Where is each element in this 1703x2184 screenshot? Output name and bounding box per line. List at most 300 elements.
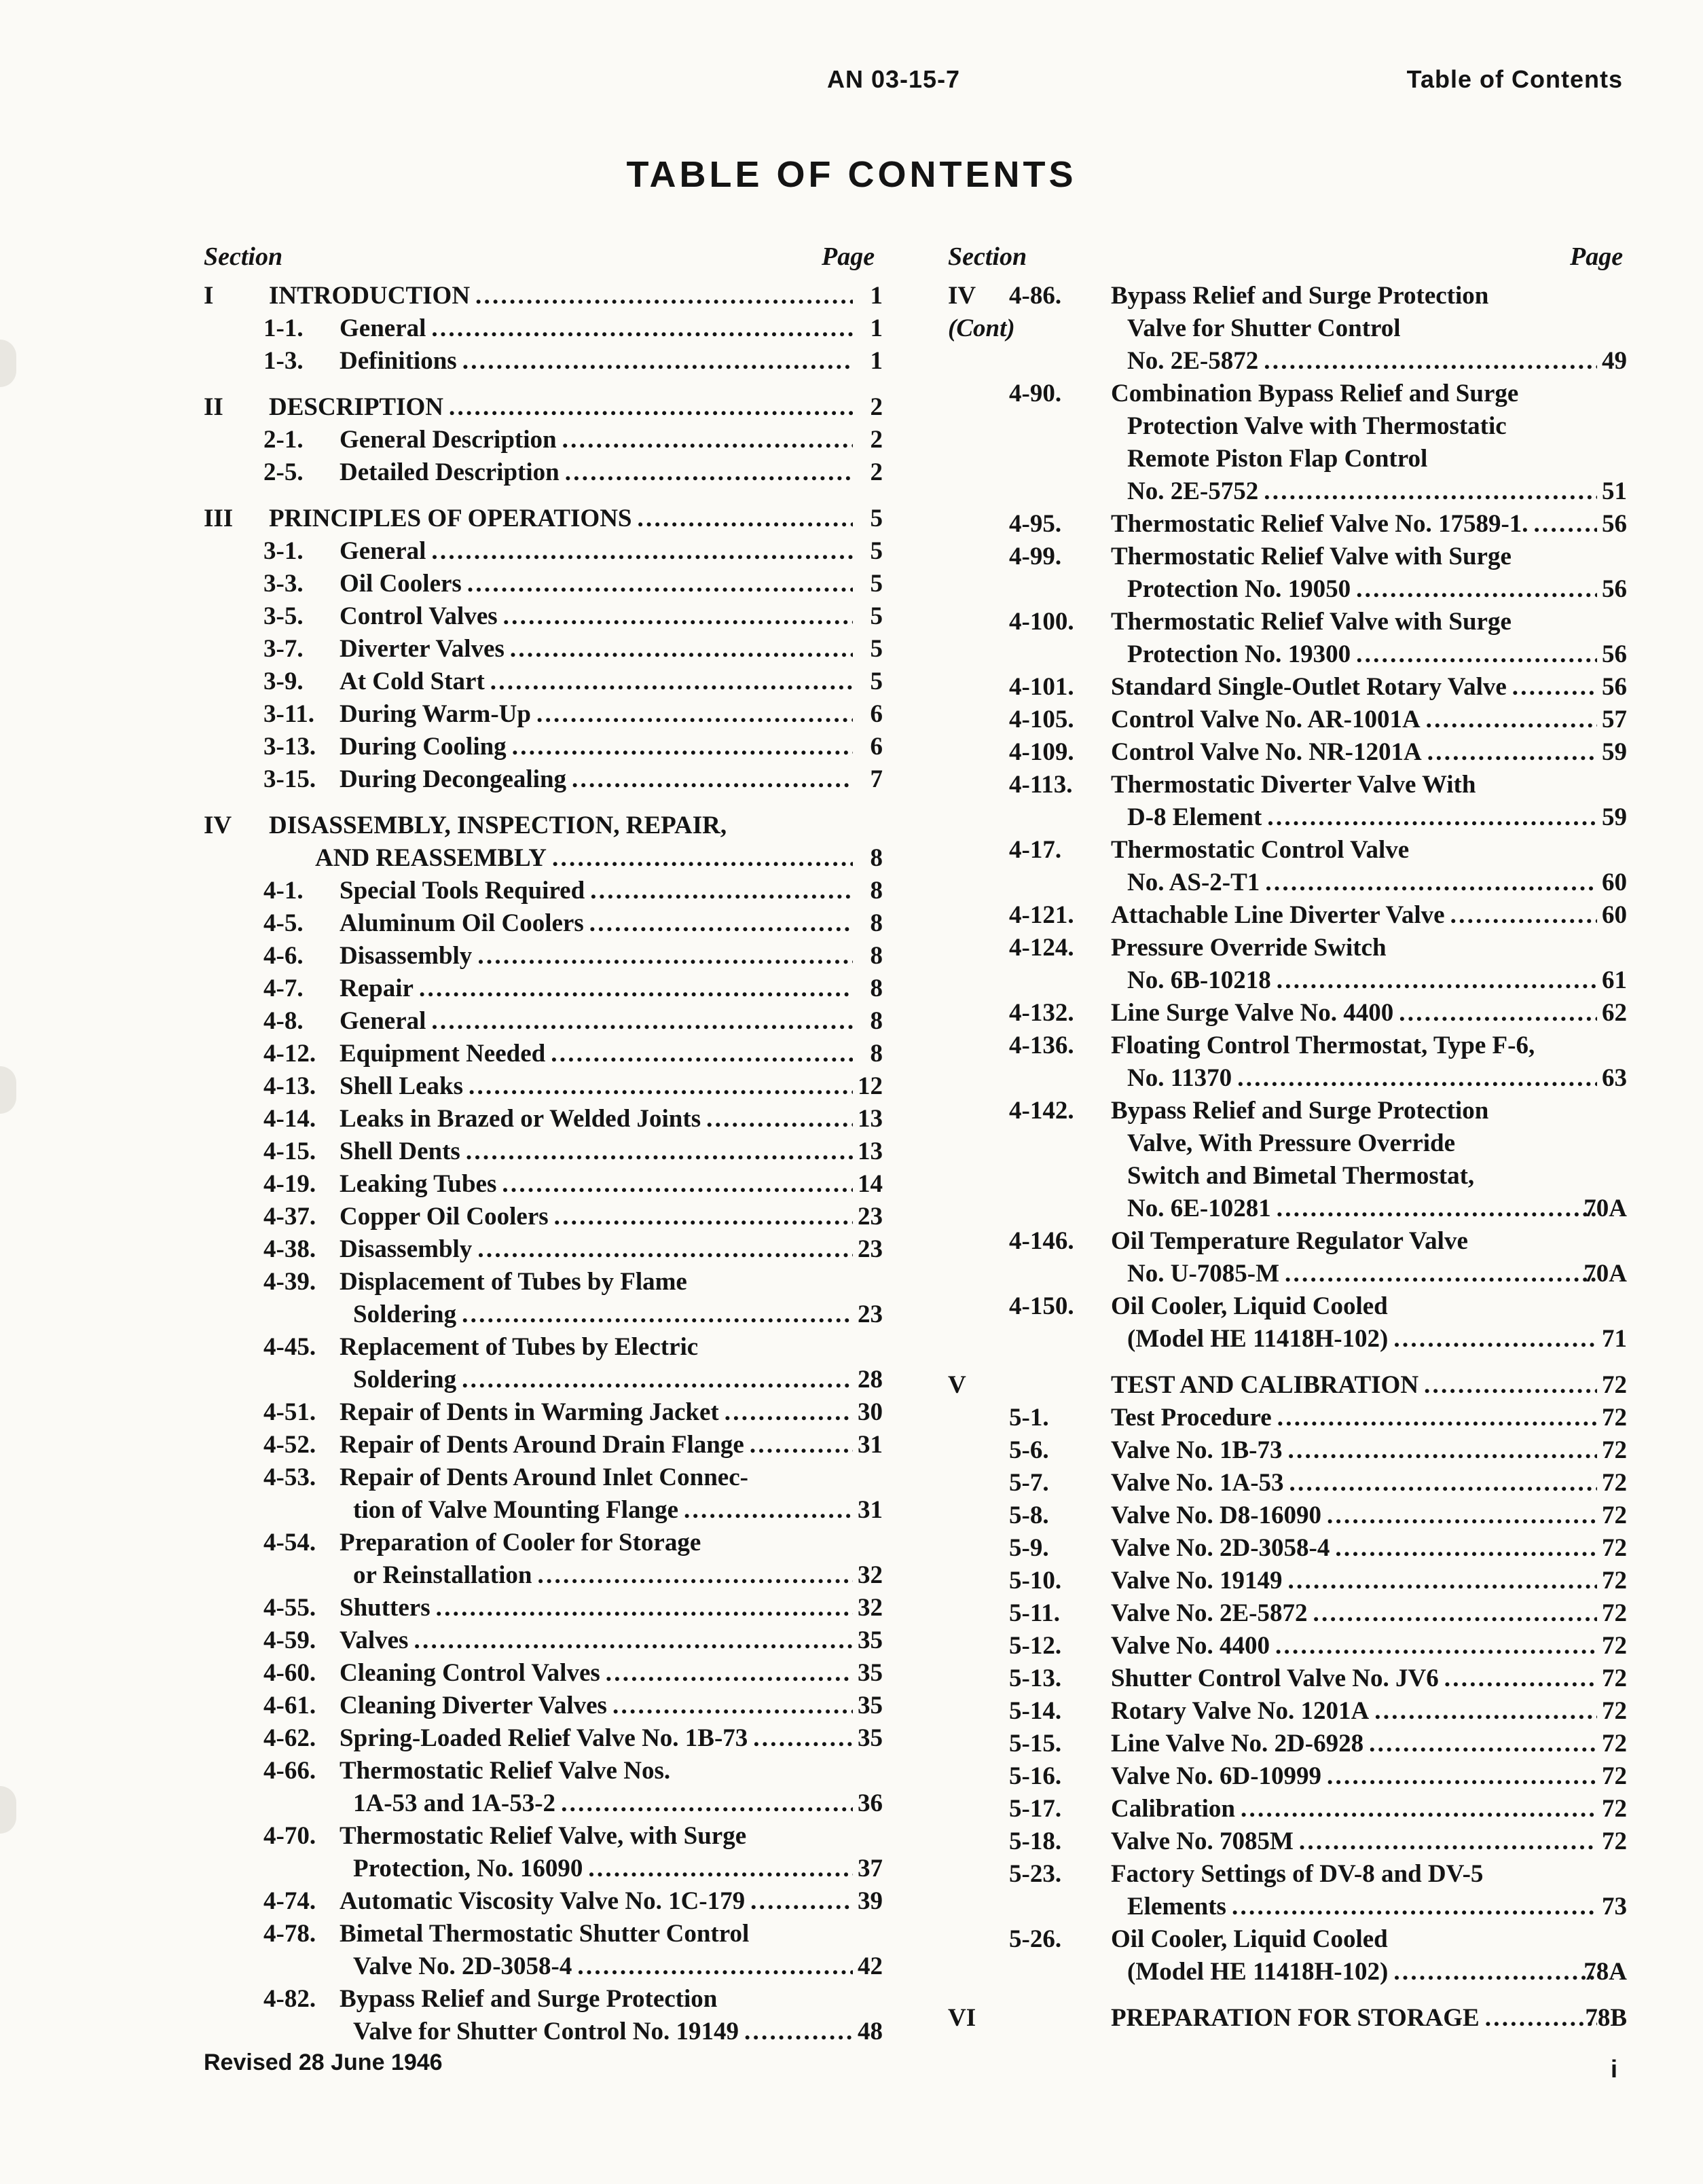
entry-text: Shutters — [340, 1594, 431, 1622]
entry-text: Thermostatic Relief Valve Nos. — [340, 1757, 671, 1785]
entry-text: Valve No. 4400 — [1111, 1632, 1270, 1660]
toc-entry — [204, 1429, 883, 1461]
toc-entry — [204, 1070, 883, 1103]
page-ref: 6 — [870, 733, 883, 761]
running-header: Table of Contents — [1406, 65, 1623, 93]
page-ref: 35 — [858, 1724, 883, 1752]
dot-leader — [463, 1070, 853, 1103]
entry-text: Replacement of Tubes by Electric — [340, 1333, 699, 1361]
dot-leader — [1283, 1434, 1598, 1467]
entry-text: Valve No. 1A-53 — [1111, 1469, 1284, 1497]
paragraph-number: 5-12. — [1009, 1632, 1062, 1660]
dot-leader — [1388, 1323, 1597, 1355]
paragraph-number: 4-142. — [1009, 1097, 1074, 1125]
page-ref: 70A — [1583, 1195, 1627, 1222]
entry-text: Control Valves — [340, 602, 498, 630]
entry-title-continued — [1127, 443, 1597, 475]
entry-title — [340, 1005, 853, 1038]
paragraph-number: 5-14. — [1009, 1697, 1062, 1725]
entry-title-continued — [353, 1787, 853, 1820]
entry-text: During Cooling — [340, 733, 507, 761]
section-numeral: II — [204, 393, 223, 421]
right-section-heading: Section — [948, 242, 1027, 271]
toc-entry — [204, 424, 883, 456]
paragraph-number: 5-23. — [1009, 1860, 1062, 1888]
paragraph-number: 4-45. — [263, 1333, 316, 1361]
section-continued: (Cont) — [948, 314, 1015, 342]
page-ref: 1 — [870, 314, 883, 342]
toc-entry — [204, 1331, 883, 1364]
entry-title — [1111, 1225, 1597, 1258]
page-ref: 5 — [870, 505, 883, 532]
toc-entry — [204, 535, 883, 568]
page-ref: 14 — [858, 1170, 883, 1198]
page-ref: 72 — [1602, 1404, 1627, 1432]
entry-text: Standard Single-Outlet Rotary Valve — [1111, 673, 1507, 701]
paragraph-number: 5-9. — [1009, 1534, 1049, 1562]
entry-title — [340, 1885, 853, 1918]
entry-title — [1111, 671, 1597, 704]
entry-title — [1111, 997, 1597, 1030]
toc-entry — [948, 671, 1627, 704]
page-ref: 60 — [1602, 901, 1627, 929]
entry-text: No. 11370 — [1127, 1064, 1232, 1092]
entry-text: Disassembly — [340, 942, 473, 970]
entry-text: No. 6E-10281 — [1127, 1195, 1271, 1222]
entry-title — [340, 456, 853, 489]
entry-text: D-8 Element — [1127, 803, 1262, 831]
paragraph-number: 4-7. — [263, 975, 304, 1002]
page-ref: 2 — [870, 458, 883, 486]
toc-entry — [948, 1662, 1627, 1695]
entry-text: Repair of Dents Around Inlet Connec- — [340, 1463, 748, 1491]
toc-entry — [948, 312, 1627, 345]
entry-title — [340, 1168, 853, 1201]
entry-title — [1111, 736, 1597, 769]
entry-title — [340, 1103, 853, 1135]
paragraph-number: 5-11. — [1009, 1599, 1061, 1627]
paragraph-number: 3-3. — [263, 570, 304, 598]
toc-entry — [204, 1820, 883, 1853]
paragraph-number: 4-59. — [263, 1626, 316, 1654]
page-ref: 5 — [870, 537, 883, 565]
entry-title — [340, 1038, 853, 1070]
dot-leader — [1422, 736, 1597, 769]
entry-title-continued — [1127, 1258, 1597, 1290]
entry-title — [340, 972, 853, 1005]
entry-text: Thermostatic Relief Valve with Surge — [1111, 608, 1512, 636]
toc-entry — [948, 1193, 1627, 1225]
paragraph-number: 4-54. — [263, 1529, 316, 1557]
entry-title — [340, 875, 853, 907]
entry-title-continued — [353, 2016, 853, 2048]
punch-hole-middle — [0, 1066, 16, 1114]
entry-text: Protection No. 19050 — [1127, 575, 1351, 603]
entry-text: Valve for Shutter Control No. 19149 — [353, 2018, 739, 2045]
dot-leader — [1294, 1825, 1597, 1858]
entry-text: Remote Piston Flap Control — [1127, 445, 1428, 473]
entry-title — [1111, 1095, 1597, 1127]
entry-title — [340, 907, 853, 940]
entry-title — [340, 1331, 853, 1364]
entry-text: General Description — [340, 426, 557, 454]
toc-entry — [204, 1624, 883, 1657]
entry-title-continued — [1127, 410, 1597, 443]
paragraph-number: 1-3. — [263, 347, 304, 375]
entry-title-continued — [353, 1950, 853, 1983]
paragraph-number: 3-11. — [263, 700, 315, 728]
dot-leader — [1283, 1565, 1598, 1597]
entry-title — [340, 535, 853, 568]
dot-leader — [607, 1690, 853, 1722]
dot-leader — [498, 600, 853, 633]
entry-title-continued — [1127, 801, 1597, 834]
page-ref: 72 — [1602, 1534, 1627, 1562]
page-ref: 70A — [1583, 1260, 1627, 1288]
entry-title-continued — [1127, 312, 1597, 345]
page-ref: 30 — [858, 1398, 883, 1426]
entry-title-continued — [1127, 964, 1597, 997]
page-ref: 63 — [1602, 1064, 1627, 1092]
dot-leader — [426, 312, 853, 345]
dot-leader — [584, 907, 853, 940]
dot-leader — [585, 875, 853, 907]
page-ref: 78B — [1585, 2004, 1627, 2032]
entry-text: Soldering — [353, 1300, 457, 1328]
entry-text: Detailed Description — [340, 458, 560, 486]
toc-entry — [204, 1885, 883, 1918]
entry-text: Control Valve No. NR-1201A — [1111, 738, 1422, 766]
paragraph-number: 5-16. — [1009, 1762, 1062, 1790]
entry-text: INTRODUCTION — [269, 282, 471, 310]
toc-entry — [948, 1891, 1627, 1923]
page-ref: 56 — [1602, 640, 1627, 668]
entry-text: General — [340, 1007, 426, 1035]
page-ref: 1 — [870, 347, 883, 375]
paragraph-number: 4-13. — [263, 1072, 316, 1100]
entry-title — [1111, 1532, 1597, 1565]
paragraph-number: 1-1. — [263, 314, 304, 342]
paragraph-number: 3-7. — [263, 635, 304, 663]
page-ref: 31 — [858, 1431, 883, 1459]
paragraph-number: 4-62. — [263, 1724, 316, 1752]
entry-text: Control Valve No. AR-1001A — [1111, 706, 1421, 733]
entry-title-continued — [1127, 475, 1597, 508]
page-ref: 5 — [870, 570, 883, 598]
page-ref: 13 — [858, 1105, 883, 1133]
page-ref: 72 — [1602, 1827, 1627, 1855]
paragraph-number: 4-78. — [263, 1920, 316, 1948]
toc-entry — [948, 1369, 1627, 1402]
dot-leader — [1232, 1062, 1597, 1095]
dot-leader — [496, 1168, 853, 1201]
entry-text: Bypass Relief and Surge Protection — [1111, 1097, 1489, 1125]
dot-leader — [547, 842, 853, 875]
section-gap — [948, 1988, 1627, 2002]
page-ref: 59 — [1602, 738, 1627, 766]
entry-title-continued — [353, 1298, 853, 1331]
section-numeral: III — [204, 505, 234, 532]
entry-text: Valve No. 1B-73 — [1111, 1436, 1283, 1464]
toc-entry — [204, 1690, 883, 1722]
toc-entry — [204, 940, 883, 972]
page-ref: 8 — [870, 877, 883, 905]
toc-entry — [204, 842, 883, 875]
toc-entry — [948, 2002, 1627, 2035]
paragraph-number: 4-150. — [1009, 1292, 1074, 1320]
entry-title — [1111, 280, 1597, 312]
dot-leader — [456, 1364, 853, 1396]
entry-text: No. AS-2-T1 — [1127, 869, 1260, 896]
toc-entry — [948, 1695, 1627, 1728]
paragraph-number: 4-70. — [263, 1822, 316, 1850]
entry-title-continued — [1127, 1323, 1597, 1355]
toc-entry — [948, 932, 1627, 964]
page-ref: 5 — [870, 635, 883, 663]
entry-text: Thermostatic Diverter Valve With — [1111, 771, 1476, 799]
paragraph-number: 3-13. — [263, 733, 316, 761]
entry-text: Copper Oil Coolers — [340, 1203, 549, 1231]
paragraph-number: 4-8. — [263, 1007, 304, 1035]
entry-title — [1111, 1695, 1597, 1728]
toc-entry — [204, 1233, 883, 1266]
page-ref: 60 — [1602, 869, 1627, 896]
toc-entry — [204, 1103, 883, 1135]
dot-leader — [1308, 1597, 1598, 1630]
entry-text: Oil Cooler, Liquid Cooled — [1111, 1292, 1388, 1320]
page-ref: 23 — [858, 1300, 883, 1328]
toc-entry — [204, 731, 883, 763]
dot-leader — [1321, 1760, 1597, 1793]
dot-leader — [426, 535, 853, 568]
paragraph-number: 4-146. — [1009, 1227, 1074, 1255]
paragraph-number: 4-5. — [263, 909, 304, 937]
paragraph-number: 5-1. — [1009, 1404, 1049, 1432]
entry-title — [340, 1233, 853, 1266]
dot-leader — [532, 1559, 853, 1592]
toc-entry — [204, 698, 883, 731]
page-ref: 51 — [1602, 477, 1627, 505]
entry-title — [340, 731, 853, 763]
page-ref: 73 — [1602, 1893, 1627, 1921]
paragraph-number: 4-132. — [1009, 999, 1074, 1027]
entry-title — [1111, 1597, 1597, 1630]
entry-text: (Model HE 11418H-102) — [1127, 1958, 1389, 1986]
entry-text: Valve No. 2D-3058-4 — [353, 1952, 572, 1980]
page-ref: 72 — [1602, 1567, 1627, 1595]
dot-leader — [1271, 964, 1597, 997]
page-ref: 72 — [1602, 1730, 1627, 1758]
dot-leader — [1258, 345, 1597, 378]
toc-entry — [948, 1956, 1627, 1988]
entry-title — [340, 1755, 853, 1787]
entry-title-continued — [353, 1364, 853, 1396]
paragraph-number: 4-14. — [263, 1105, 316, 1133]
page-ref: 32 — [858, 1561, 883, 1589]
toc-entry — [948, 1095, 1627, 1127]
entry-text: Leaks in Brazed or Welded Joints — [340, 1105, 701, 1133]
paragraph-number: 4-52. — [263, 1431, 316, 1459]
toc-entry — [948, 345, 1627, 378]
entry-title-continued — [1127, 1891, 1597, 1923]
entry-title — [1111, 1499, 1597, 1532]
entry-title — [1111, 1760, 1597, 1793]
toc-entry — [948, 1030, 1627, 1062]
paragraph-number: 5-17. — [1009, 1795, 1062, 1823]
toc-entry — [948, 410, 1627, 443]
toc-entry — [948, 541, 1627, 573]
paragraph-number: 4-55. — [263, 1594, 316, 1622]
entry-text: Aluminum Oil Coolers — [340, 909, 584, 937]
paragraph-number: 4-124. — [1009, 934, 1074, 962]
toc-entry — [204, 972, 883, 1005]
dot-leader — [744, 1429, 853, 1461]
dot-leader — [472, 940, 853, 972]
entry-title — [340, 1657, 853, 1690]
toc-entry — [948, 1434, 1627, 1467]
toc-entry — [204, 503, 883, 535]
page-ref: 72 — [1602, 1599, 1627, 1627]
toc-entry — [204, 763, 883, 796]
entry-title — [1111, 899, 1597, 932]
toc-entry — [204, 907, 883, 940]
dot-leader — [1351, 638, 1597, 671]
dot-leader — [678, 1494, 853, 1527]
toc-entry — [204, 1983, 883, 2016]
entry-text: Thermostatic Relief Valve No. 17589-1. — [1111, 510, 1528, 538]
entry-text: Floating Control Thermostat, Type F-6, — [1111, 1032, 1535, 1059]
toc-entry — [948, 1258, 1627, 1290]
paragraph-number: 3-5. — [263, 602, 304, 630]
toc-entry — [948, 769, 1627, 801]
toc-entry — [204, 1168, 883, 1201]
toc-entry — [948, 1467, 1627, 1499]
page-ref: 49 — [1602, 347, 1627, 375]
dot-leader — [431, 1592, 853, 1624]
toc-entry — [948, 1225, 1627, 1258]
toc-entry — [948, 801, 1627, 834]
section-gap — [204, 796, 883, 809]
page-ref: 56 — [1602, 673, 1627, 701]
dot-leader — [457, 345, 853, 378]
entry-title — [340, 1592, 853, 1624]
entry-title-continued — [1127, 638, 1597, 671]
entry-text: Repair of Dents in Warming Jacket — [340, 1398, 719, 1426]
dot-leader — [560, 456, 853, 489]
entry-text: Disassembly — [340, 1235, 473, 1263]
dot-leader — [507, 731, 853, 763]
dot-leader — [426, 1005, 853, 1038]
page-ref: 72 — [1602, 1436, 1627, 1464]
dot-leader — [1351, 573, 1597, 606]
entry-title — [1111, 1467, 1597, 1499]
toc-entry — [948, 1062, 1627, 1095]
toc-entry — [204, 391, 883, 424]
paragraph-number: 4-74. — [263, 1887, 316, 1915]
entry-title — [340, 633, 853, 666]
page-ref: 72 — [1602, 1632, 1627, 1660]
paragraph-number: 4-66. — [263, 1757, 316, 1785]
entry-title — [340, 1201, 853, 1233]
entry-text: Bypass Relief and Surge Protection — [340, 1985, 718, 2013]
entry-title — [340, 1135, 853, 1168]
paragraph-number: 4-100. — [1009, 608, 1074, 636]
entry-title — [340, 1266, 853, 1298]
section-numeral: IV — [204, 812, 232, 839]
entry-text: Calibration — [1111, 1795, 1235, 1823]
toc-entry — [948, 638, 1627, 671]
dot-leader — [1284, 1467, 1597, 1499]
page-ref: 39 — [858, 1887, 883, 1915]
page-ref: 8 — [870, 942, 883, 970]
entry-text: Factory Settings of DV-8 and DV-5 — [1111, 1860, 1484, 1888]
page-ref: 8 — [870, 909, 883, 937]
entry-text: Shell Leaks — [340, 1072, 463, 1100]
page-ref: 35 — [858, 1692, 883, 1719]
toc-entry — [948, 475, 1627, 508]
entry-text: Valve for Shutter Control — [1127, 314, 1401, 342]
dot-leader — [1388, 1956, 1597, 1988]
paragraph-number: 5-10. — [1009, 1567, 1062, 1595]
toc-entry — [948, 834, 1627, 867]
dot-leader — [1330, 1532, 1597, 1565]
entry-text: Valve No. 19149 — [1111, 1567, 1283, 1595]
dot-leader — [531, 698, 853, 731]
entry-text: General — [340, 537, 426, 565]
paragraph-number: 5-26. — [1009, 1925, 1062, 1953]
page-ref: 72 — [1602, 1664, 1627, 1692]
dot-leader — [1271, 1193, 1597, 1225]
page-ref: 32 — [858, 1594, 883, 1622]
dot-leader — [739, 2016, 853, 2048]
entry-text: Valve No. 2E-5872 — [1111, 1599, 1308, 1627]
dot-leader — [462, 568, 853, 600]
entry-title — [340, 1983, 853, 2016]
dot-leader — [719, 1396, 853, 1429]
toc-entry — [948, 1160, 1627, 1193]
dot-leader — [555, 1787, 853, 1820]
entry-text: Repair of Dents Around Drain Flange — [340, 1431, 744, 1459]
page-ref: 78A — [1583, 1958, 1627, 1986]
paragraph-number: 5-13. — [1009, 1664, 1062, 1692]
entry-title — [340, 424, 853, 456]
dot-leader — [1393, 997, 1597, 1030]
punch-hole-top — [0, 340, 16, 387]
entry-title — [340, 1461, 853, 1494]
revision-date: Revised 28 June 1946 — [204, 2050, 443, 2075]
toc-entry — [948, 1597, 1627, 1630]
paragraph-number: 3-9. — [263, 668, 304, 695]
dot-leader — [1260, 867, 1597, 899]
entry-text: Shutter Control Valve No. JV6 — [1111, 1664, 1439, 1692]
entry-title — [269, 280, 853, 312]
toc-entry — [948, 964, 1627, 997]
entry-text: Line Surge Valve No. 4400 — [1111, 999, 1394, 1027]
page-ref: 42 — [858, 1952, 883, 1980]
section-gap — [204, 378, 883, 391]
toc-entry — [948, 1728, 1627, 1760]
entry-text: Definitions — [340, 347, 457, 375]
toc-entry — [204, 809, 883, 842]
section-numeral: VI — [948, 2004, 976, 2032]
entry-text: Valve No. 6D-10999 — [1111, 1762, 1322, 1790]
paragraph-number: 4-15. — [263, 1138, 316, 1165]
entry-title — [1111, 1858, 1597, 1891]
dot-leader — [572, 1950, 853, 1983]
entry-title — [1111, 932, 1597, 964]
entry-text: Thermostatic Relief Valve with Surge — [1111, 543, 1512, 570]
entry-text: AND REASSEMBLY — [315, 844, 547, 872]
